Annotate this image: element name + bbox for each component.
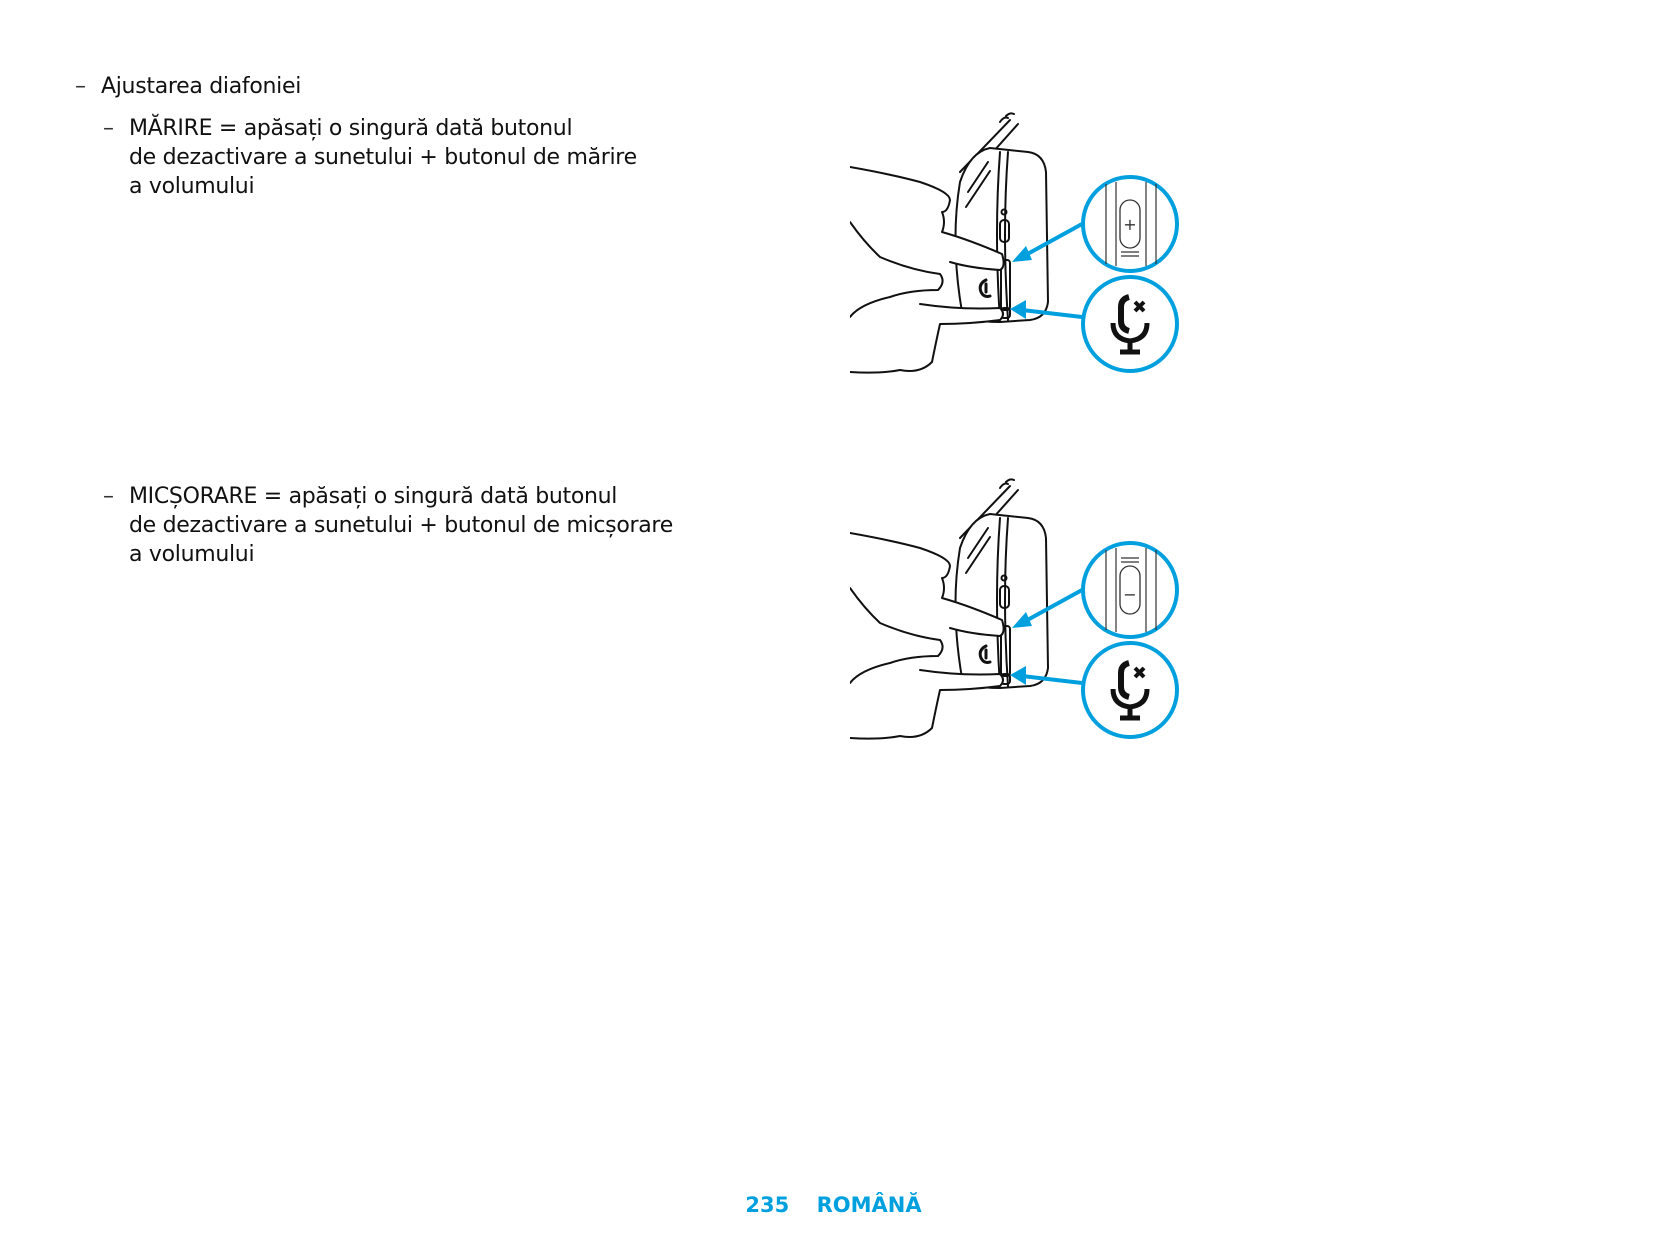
headset-volume-down-illustration [850,478,1200,758]
bullet-dash: – [75,74,86,99]
instruction-decrease [103,482,673,569]
instruction-line: MICȘORARE = apăsați o singură dată butonul [129,484,618,509]
instruction-line: de dezactivare a sunetului + butonul de micșorare [129,513,673,538]
footer-language: ROMÂNĂ [816,1193,922,1217]
instruction-increase [103,114,637,201]
mic-mute-icon [1083,643,1177,737]
page-number: 235 [745,1193,790,1217]
instruction-line: a volumului [129,542,255,567]
bullet-dash: – [103,116,114,141]
svg-text:+: + [1123,215,1137,234]
bullet-dash: – [103,484,114,509]
mic-mute-icon [1083,277,1177,371]
page-footer [0,1193,1667,1217]
instruction-line: MĂRIRE = apăsați o singură dată butonul [129,116,573,141]
heading-text: Ajustarea diafoniei [101,74,302,99]
volume-up-button-zoom [1083,177,1177,271]
instruction-line: a volumului [129,174,255,199]
volume-down-button-zoom [1083,543,1177,637]
svg-text:−: − [1123,585,1137,604]
headset-volume-up-illustration [850,112,1200,392]
section-heading [75,72,302,101]
instruction-line: de dezactivare a sunetului + butonul de mărire [129,145,637,170]
